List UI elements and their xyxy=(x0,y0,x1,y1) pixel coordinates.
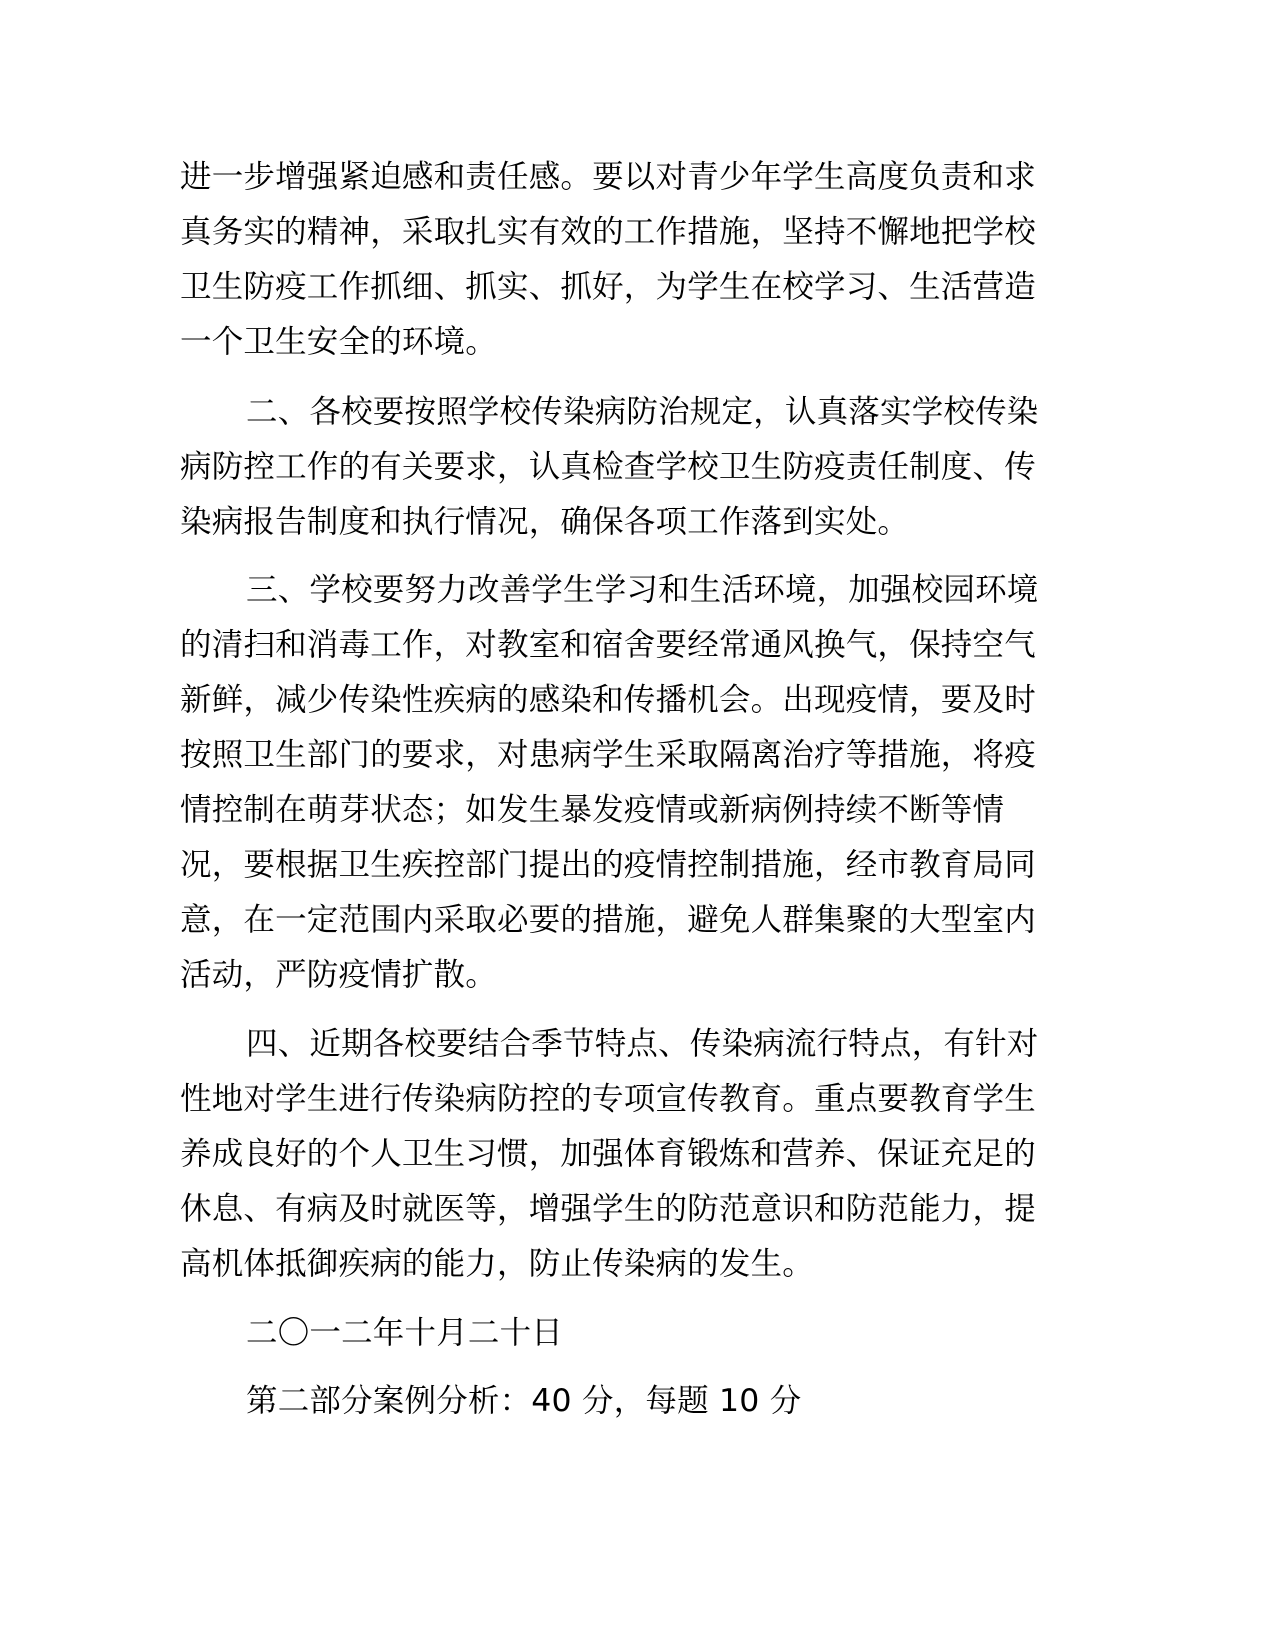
text-line: 染病报告制度和执行情况，确保各项工作落到实处。 xyxy=(180,504,910,540)
text-line: 活动，严防疫情扩散。 xyxy=(180,957,498,993)
text-line: 按照卫生部门的要求，对患病学生采取隔离治疗等措施，将疫 xyxy=(180,737,1036,773)
text-line: 进一步增强紧迫感和责任感。要以对青少年学生高度负责和求 xyxy=(180,159,1036,195)
text-line: 况，要根据卫生疾控部门提出的疫情控制措施，经市教育局同 xyxy=(180,847,1036,883)
text-line: 新鲜，减少传染性疾病的感染和传播机会。出现疫情，要及时 xyxy=(180,682,1036,718)
text-line: 卫生防疫工作抓细、抓实、抓好，为学生在校学习、生活营造 xyxy=(180,269,1036,305)
text-line: 病防控工作的有关要求，认真检查学校卫生防疫责任制度、传 xyxy=(180,449,1036,485)
text-line: 四、近期各校要结合季节特点、传染病流行特点，有针对 xyxy=(246,1026,1039,1062)
text-line: 休息、有病及时就医等，增强学生的防范意识和防范能力，提 xyxy=(180,1191,1036,1227)
text-line: 三、学校要努力改善学生学习和生活环境，加强校园环境 xyxy=(246,572,1039,608)
section-heading: 第二部分案例分析：40 分，每题 10 分 xyxy=(246,1383,802,1419)
text-line: 二、各校要按照学校传染病防治规定，认真落实学校传染 xyxy=(246,394,1039,430)
text-line: 养成良好的个人卫生习惯，加强体育锻炼和营养、保证充足的 xyxy=(180,1136,1036,1172)
text-line: 情控制在萌芽状态；如发生暴发疫情或新病例持续不断等情 xyxy=(180,792,1005,828)
text-line: 意，在一定范围内采取必要的措施，避免人群集聚的大型室内 xyxy=(180,902,1036,938)
document-date: 二〇一二年十月二十日 xyxy=(246,1315,564,1351)
text-line: 一个卫生安全的环境。 xyxy=(180,324,498,360)
text-line: 真务实的精神，采取扎实有效的工作措施，坚持不懈地把学校 xyxy=(180,214,1036,250)
text-line: 的清扫和消毒工作，对教室和宿舍要经常通风换气，保持空气 xyxy=(180,627,1036,663)
text-line: 高机体抵御疾病的能力，防止传染病的发生。 xyxy=(180,1246,815,1282)
text-line: 性地对学生进行传染病防控的专项宣传教育。重点要教育学生 xyxy=(180,1081,1036,1117)
